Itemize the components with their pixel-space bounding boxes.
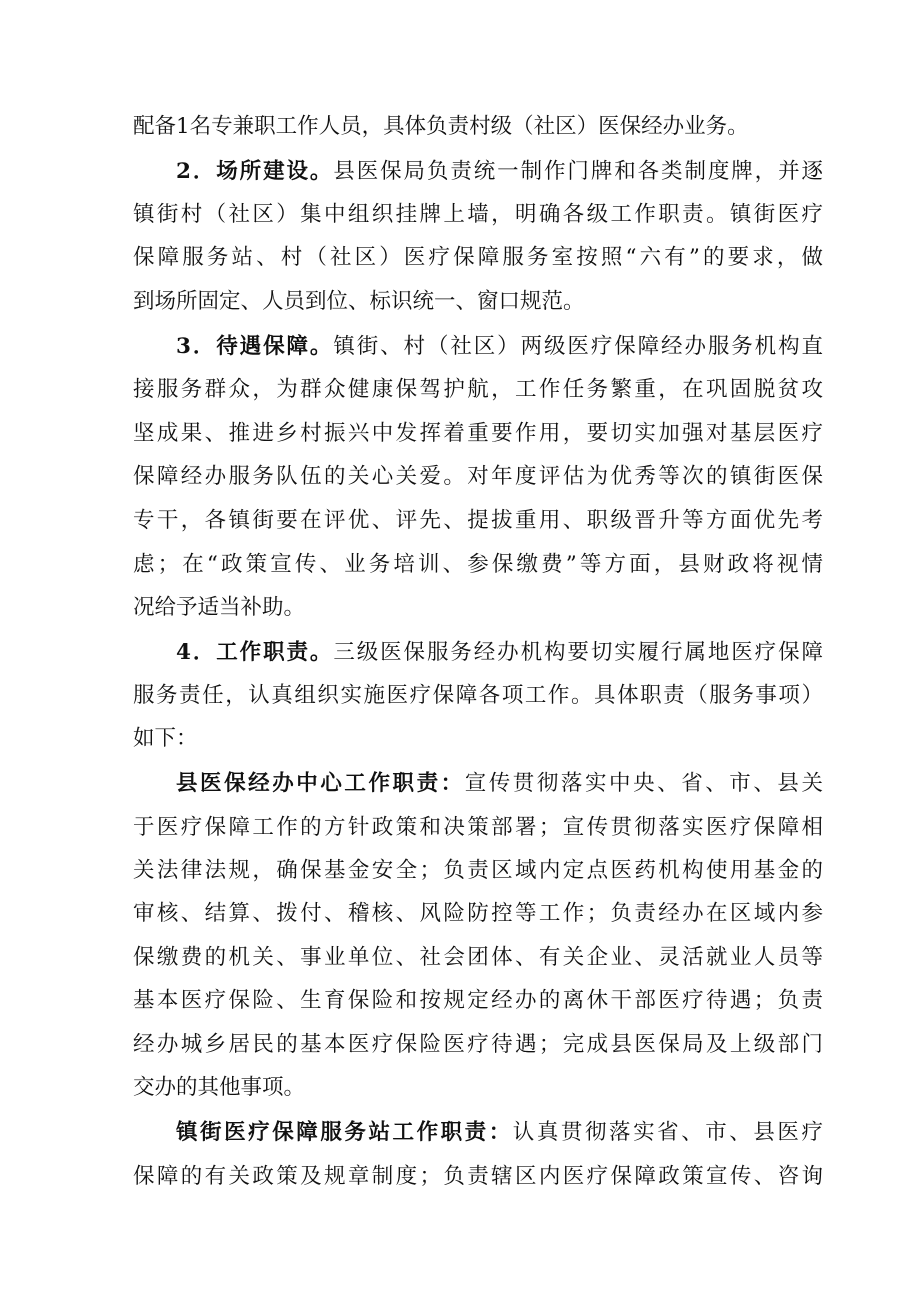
- text-line: [133, 681, 823, 711]
- text-line: [133, 200, 823, 230]
- line-text: 况给予适当补助。: [133, 595, 306, 620]
- bold-heading: 2．场所建设。: [176, 159, 334, 184]
- line-text: 配备1名专兼职工作人员，具体负责村级（社区）医保经办业务。: [133, 114, 749, 139]
- bold-heading: 县医保经办中心工作职责：: [176, 771, 465, 796]
- line-text: 于医疗保障工作的方针政策和决策部署；宣传贯彻落实医疗保障相: [133, 815, 823, 840]
- text-line: [133, 593, 823, 623]
- line-text: 认真贯彻落实省、市、县医疗: [512, 1120, 823, 1145]
- line-text: 审核、结算、拨付、稽核、风险防控等工作；负责经办在区域内参: [133, 901, 823, 926]
- line-text: 经办城乡居民的基本医疗保险医疗待遇；完成县医保局及上级部门: [133, 1032, 823, 1057]
- line-text: 坚成果、推进乡村振兴中发挥着重要作用，要切实加强对基层医疗: [133, 421, 823, 446]
- line-text: 保障经办服务队伍的关心关爱。对年度评估为优秀等次的镇街医保: [133, 464, 823, 489]
- line-text: 基本医疗保险、生育保险和按规定经办的离休干部医疗待遇；负责: [133, 988, 823, 1013]
- text-line: [133, 506, 823, 536]
- line-text: 虑；在“政策宣传、业务培训、参保缴费”等方面，县财政将视情: [133, 552, 823, 577]
- text-line: [176, 1118, 823, 1148]
- line-text: 保障的有关政策及规章制度；负责辖区内医疗保障政策宣传、咨询: [133, 1164, 823, 1189]
- text-line: [176, 769, 823, 799]
- text-line: [133, 724, 823, 754]
- bold-heading: 4．工作职责。: [176, 640, 334, 665]
- text-line: [133, 986, 823, 1016]
- line-text: 县医保局负责统一制作门牌和各类制度牌，并逐: [333, 159, 823, 184]
- text-line: [133, 243, 823, 273]
- line-text: 保缴费的机关、事业单位、社会团体、有关企业、灵活就业人员等: [133, 945, 823, 970]
- line-text: 镇街村（社区）集中组织挂牌上墙，明确各级工作职责。镇街医疗: [133, 202, 823, 227]
- text-line: [133, 375, 823, 405]
- text-line: [133, 1030, 823, 1060]
- line-text: 专干，各镇街要在评优、评先、提拔重用、职级晋升等方面优先考: [133, 508, 823, 533]
- text-line: [133, 1073, 823, 1103]
- text-line: [176, 638, 823, 668]
- text-line: [176, 157, 823, 187]
- text-line: [133, 943, 823, 973]
- text-line: [133, 899, 823, 929]
- line-text: 交办的其他事项。: [133, 1075, 306, 1100]
- line-text: 宣传贯彻落实中央、省、市、县关: [464, 771, 823, 796]
- text-line: [133, 112, 823, 142]
- text-line: [133, 287, 823, 317]
- text-line: [133, 1162, 823, 1192]
- line-text: 服务责任，认真组织实施医疗保障各项工作。具体职责（服务事项）: [133, 683, 823, 708]
- text-line: [133, 419, 823, 449]
- line-text: 接服务群众，为群众健康保驾护航，工作任务繁重，在巩固脱贫攻: [133, 377, 823, 402]
- line-text: 三级医保服务经办机构要切实履行属地医疗保障: [333, 640, 823, 665]
- text-line: [133, 462, 823, 492]
- text-line: [133, 856, 823, 886]
- line-text: 镇街、村（社区）两级医疗保障经办服务机构直: [333, 334, 823, 359]
- text-line: [133, 550, 823, 580]
- text-line: [176, 332, 823, 362]
- line-text: 如下：: [133, 726, 198, 751]
- line-text: 到场所固定、人员到位、标识统一、窗口规范。: [133, 289, 585, 314]
- line-text: 保障服务站、村（社区）医疗保障服务室按照“六有”的要求，做: [133, 245, 823, 270]
- bold-heading: 镇街医疗保障服务站工作职责：: [176, 1120, 513, 1145]
- text-line: [133, 813, 823, 843]
- bold-heading: 3．待遇保障。: [176, 334, 334, 359]
- line-text: 关法律法规，确保基金安全；负责区域内定点医药机构使用基金的: [133, 858, 823, 883]
